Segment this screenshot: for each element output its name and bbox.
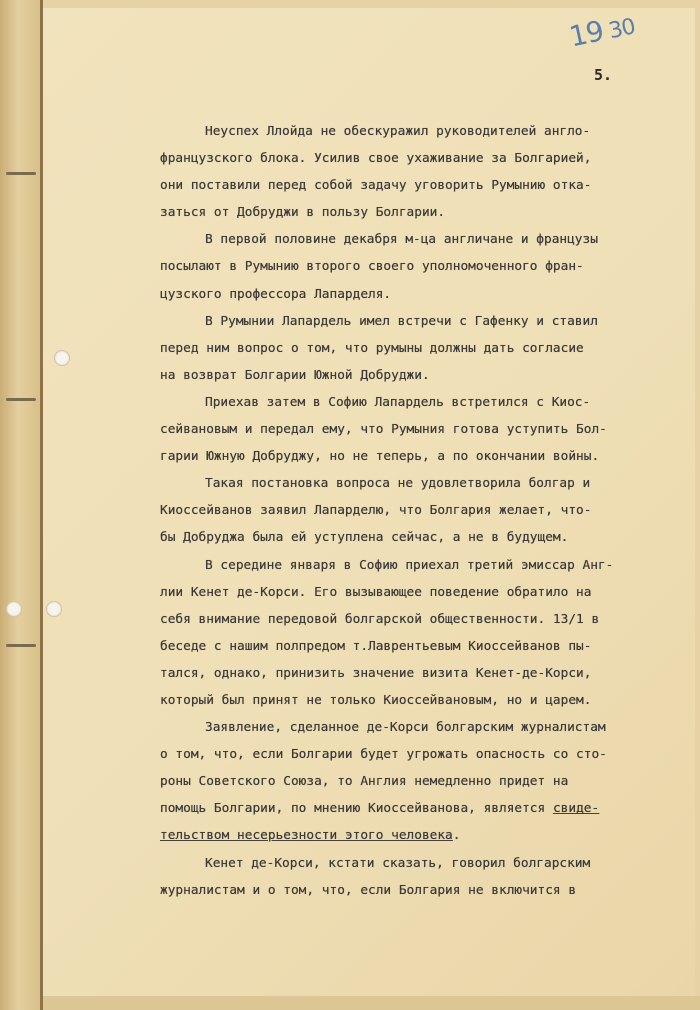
text-line: лии Кенет де-Корси. Его вызывающее поведение обратило на bbox=[160, 584, 592, 600]
text-line: журналистам и о том, что, если Болгария не включится в bbox=[160, 882, 577, 898]
text-line: цузского профессора Лапарделя. bbox=[160, 286, 392, 302]
text-segment: . bbox=[452, 828, 461, 844]
text-line: на возврат Болгарии Южной Добруджи. bbox=[160, 367, 430, 383]
text-line: они поставили перед собой задачу уговорить Румынию отка- bbox=[160, 178, 592, 194]
text-line: В первой половине декабря м-ца англичане и французы bbox=[205, 232, 598, 248]
text-line: перед ним вопрос о том, что румыны должны дать согласие bbox=[160, 340, 584, 356]
text-line bbox=[160, 822, 650, 849]
binding-strip bbox=[0, 0, 40, 1010]
text-line: себя внимание передовой болгарской общественности. 13/1 в bbox=[160, 611, 600, 627]
text-line bbox=[160, 795, 650, 822]
text-line: Приехав затем в Софию Лапардель встретился с Киос- bbox=[205, 394, 591, 410]
page-edge bbox=[40, 0, 43, 1010]
binding-string bbox=[6, 644, 36, 647]
text-line: о том, что, если Болгарии будет угрожать опасность со сто- bbox=[160, 747, 607, 763]
text-line: Неуспех Ллойда не обескуражил руководителей англо- bbox=[205, 124, 591, 139]
text-line: Такая постановка вопроса не удовлетворила болгар и bbox=[205, 476, 591, 492]
page-bottom-edge bbox=[43, 996, 700, 1010]
text-line: Кенет де-Корси, кстати сказать, говорил болгарским bbox=[205, 855, 591, 871]
text-line: сейвановым и передал ему, что Румыния готова уступить Бол- bbox=[160, 422, 607, 438]
underlined-phrase: тельством несерьезности этого человека bbox=[160, 828, 453, 844]
punch-hole bbox=[54, 350, 70, 366]
page-number: 5. bbox=[594, 66, 613, 84]
folio-number: 19 bbox=[566, 14, 607, 54]
text-line: гарии Южную Добруджу, но не теперь, а по окончании войны. bbox=[160, 449, 600, 465]
text-line: В середине января в Софию приехал третий эмиссар Анг- bbox=[205, 557, 614, 573]
text-line: который был принят не только Киоссейвановым, но и царем. bbox=[160, 692, 592, 708]
text-line: Киоссейванов заявил Лапарделю, что Болгария желает, что- bbox=[160, 503, 592, 519]
text-line: Заявление, сделанное де-Корси болгарским журналистам bbox=[205, 720, 606, 736]
text-line: заться от Добруджи в пользу Болгарии. bbox=[160, 205, 446, 221]
text-line: посылают в Румынию второго своего уполномоченного фран- bbox=[160, 259, 584, 275]
sheet-number: 30 bbox=[606, 14, 638, 45]
text-line: тался, однако, принизить значение визита Кенет-де-Корси, bbox=[160, 665, 592, 681]
text-line: французского блока. Усилив свое ухаживание за Болгарией, bbox=[160, 151, 592, 167]
underlined-phrase: свиде- bbox=[552, 801, 600, 817]
text-line: бы Добруджа была ей уступлена сейчас, а не в будущем. bbox=[160, 530, 569, 546]
binding-string bbox=[6, 172, 36, 175]
binding-string bbox=[6, 398, 36, 401]
text-line: роны Советского Союза, то Англия немедленно придет на bbox=[160, 774, 569, 790]
typed-text-body bbox=[160, 118, 650, 904]
text-line: беседе с нашим полпредом т.Лаврентьевым Киоссейванов пы- bbox=[160, 638, 592, 654]
text-segment: помощь Болгарии, по мнению Киоссейванова, является bbox=[160, 801, 546, 817]
punch-hole bbox=[6, 601, 22, 617]
text-line: В Румынии Лапардель имел встречи с Гафенку и ставил bbox=[205, 313, 598, 329]
punch-hole bbox=[46, 601, 62, 617]
